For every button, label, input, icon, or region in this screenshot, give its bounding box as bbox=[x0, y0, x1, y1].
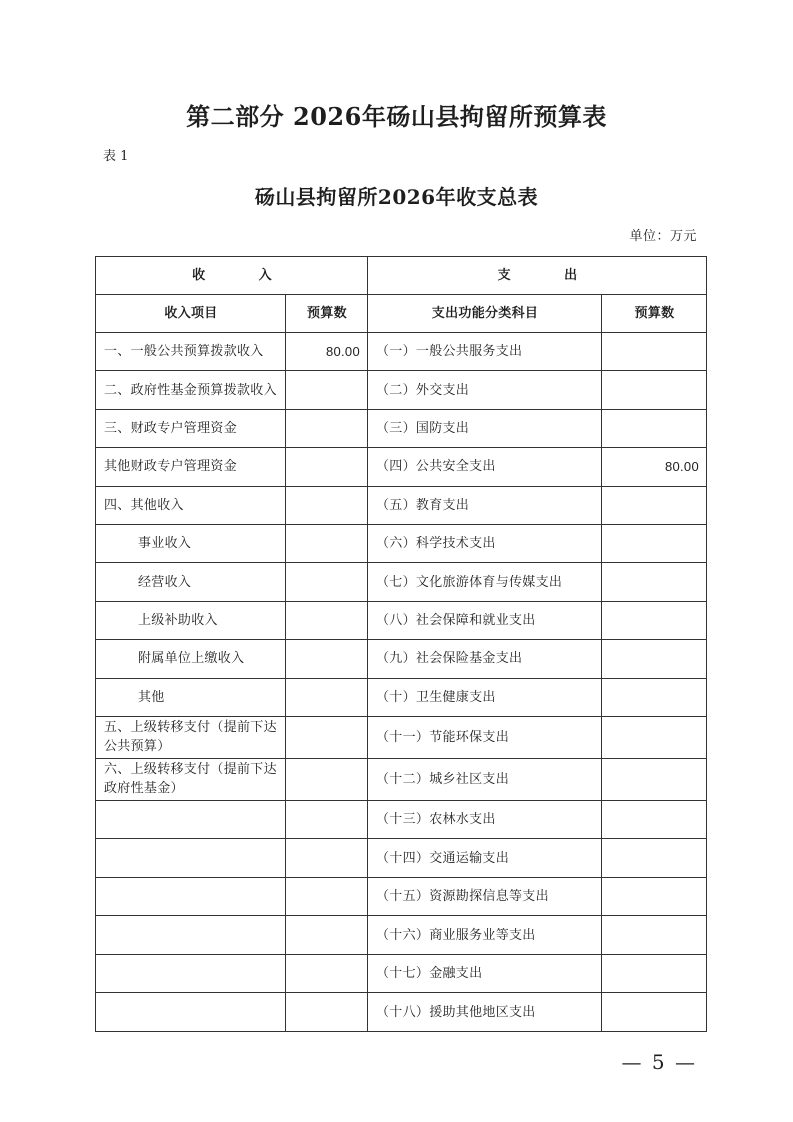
income-amount-cell bbox=[286, 916, 368, 955]
expense-amount-cell bbox=[602, 409, 707, 447]
table-row bbox=[96, 524, 707, 562]
income-item-cell: 三、财政专户管理资金 bbox=[96, 409, 286, 447]
income-item-cell bbox=[96, 954, 286, 993]
table-row bbox=[96, 800, 707, 839]
expense-amount-cell bbox=[602, 563, 707, 601]
expense-item-cell: （十六）商业服务业等支出 bbox=[368, 916, 602, 955]
expense-item-cell: （一）一般公共服务支出 bbox=[368, 333, 602, 371]
table-row bbox=[96, 486, 707, 524]
expense-amount-cell bbox=[602, 333, 707, 371]
table-column-header-row bbox=[96, 295, 707, 333]
expense-amount-cell bbox=[602, 839, 707, 878]
page-title: 第二部分 2026年砀山县拘留所预算表 bbox=[186, 102, 607, 131]
expense-amount-cell bbox=[602, 800, 707, 839]
expense-amount-cell bbox=[602, 640, 707, 678]
income-item-cell bbox=[96, 916, 286, 955]
table-row bbox=[96, 916, 707, 955]
income-amount-cell bbox=[286, 601, 368, 639]
income-item-cell: 一、一般公共预算拨款收入 bbox=[96, 333, 286, 371]
table-row bbox=[96, 409, 707, 447]
table-row bbox=[96, 877, 707, 916]
income-amount-cell bbox=[286, 371, 368, 409]
income-item-cell: 二、政府性基金预算拨款收入 bbox=[96, 371, 286, 409]
table-row bbox=[96, 678, 707, 716]
income-amount-cell bbox=[286, 839, 368, 878]
expense-item-cell: （六）科学技术支出 bbox=[368, 524, 602, 562]
budget-summary-table bbox=[95, 256, 707, 1032]
income-amount-cell bbox=[286, 448, 368, 486]
income-amount-cell bbox=[286, 877, 368, 916]
expense-amount-cell bbox=[602, 716, 707, 758]
expense-amount-cell bbox=[602, 916, 707, 955]
column-header-income-item: 收入项目 bbox=[96, 295, 286, 333]
income-amount-cell bbox=[286, 993, 368, 1032]
income-item-cell: 其他财政专户管理资金 bbox=[96, 448, 286, 486]
table-group-header-row bbox=[96, 257, 707, 295]
income-item-cell: 经营收入 bbox=[96, 563, 286, 601]
income-item-cell: 四、其他收入 bbox=[96, 486, 286, 524]
column-header-income-amount: 预算数 bbox=[286, 295, 368, 333]
expense-item-cell: （八）社会保障和就业支出 bbox=[368, 601, 602, 639]
expense-item-cell: （十一）节能环保支出 bbox=[368, 716, 602, 758]
expense-amount-cell: 80.00 bbox=[602, 448, 707, 486]
income-amount-cell bbox=[286, 678, 368, 716]
expense-amount-cell bbox=[602, 678, 707, 716]
income-amount-cell bbox=[286, 563, 368, 601]
income-amount-cell bbox=[286, 640, 368, 678]
income-amount-cell bbox=[286, 716, 368, 758]
income-amount-cell bbox=[286, 409, 368, 447]
table-row bbox=[96, 716, 707, 758]
income-item-cell: 六、上级转移支付（提前下达政府性基金） bbox=[96, 758, 286, 800]
expense-item-cell: （三）国防支出 bbox=[368, 409, 602, 447]
expense-item-cell: （四）公共安全支出 bbox=[368, 448, 602, 486]
income-item-cell: 五、上级转移支付（提前下达公共预算） bbox=[96, 716, 286, 758]
income-amount-cell bbox=[286, 524, 368, 562]
table-row bbox=[96, 993, 707, 1032]
column-header-expense-amount: 预算数 bbox=[602, 295, 707, 333]
table-title: 砀山县拘留所2026年收支总表 bbox=[254, 185, 539, 209]
expense-amount-cell bbox=[602, 877, 707, 916]
income-amount-cell bbox=[286, 758, 368, 800]
expense-item-cell: （二）外交支出 bbox=[368, 371, 602, 409]
table-row bbox=[96, 839, 707, 878]
expense-amount-cell bbox=[602, 993, 707, 1032]
expense-amount-cell bbox=[602, 758, 707, 800]
expense-amount-cell bbox=[602, 371, 707, 409]
column-header-expense-item: 支出功能分类科目 bbox=[368, 295, 602, 333]
table-label: 表 1 bbox=[103, 149, 129, 164]
table-row bbox=[96, 758, 707, 800]
expense-amount-cell bbox=[602, 601, 707, 639]
expense-item-cell: （十四）交通运输支出 bbox=[368, 839, 602, 878]
income-item-cell: 附属单位上缴收入 bbox=[96, 640, 286, 678]
expense-item-cell: （十二）城乡社区支出 bbox=[368, 758, 602, 800]
table-row bbox=[96, 601, 707, 639]
table-row bbox=[96, 954, 707, 993]
table-row bbox=[96, 640, 707, 678]
income-amount-cell: 80.00 bbox=[286, 333, 368, 371]
expense-item-cell: （十八）援助其他地区支出 bbox=[368, 993, 602, 1032]
table-row bbox=[96, 563, 707, 601]
income-amount-cell bbox=[286, 486, 368, 524]
page-number: — 5 — bbox=[621, 1050, 697, 1074]
expense-amount-cell bbox=[602, 486, 707, 524]
table-row bbox=[96, 448, 707, 486]
table-body bbox=[96, 333, 707, 1032]
income-item-cell bbox=[96, 993, 286, 1032]
income-amount-cell bbox=[286, 800, 368, 839]
expense-item-cell: （十）卫生健康支出 bbox=[368, 678, 602, 716]
expense-item-cell: （十三）农林水支出 bbox=[368, 800, 602, 839]
income-item-cell: 上级补助收入 bbox=[96, 601, 286, 639]
income-item-cell: 事业收入 bbox=[96, 524, 286, 562]
income-item-cell bbox=[96, 800, 286, 839]
table-row bbox=[96, 371, 707, 409]
income-item-cell bbox=[96, 839, 286, 878]
expense-group-header: 支 出 bbox=[368, 257, 707, 295]
income-item-cell bbox=[96, 877, 286, 916]
table-row bbox=[96, 333, 707, 371]
expense-item-cell: （七）文化旅游体育与传媒支出 bbox=[368, 563, 602, 601]
expense-amount-cell bbox=[602, 954, 707, 993]
expense-item-cell: （九）社会保险基金支出 bbox=[368, 640, 602, 678]
income-amount-cell bbox=[286, 954, 368, 993]
unit-label: 单位：万元 bbox=[629, 229, 697, 244]
income-item-cell: 其他 bbox=[96, 678, 286, 716]
expense-item-cell: （十五）资源勘探信息等支出 bbox=[368, 877, 602, 916]
expense-item-cell: （十七）金融支出 bbox=[368, 954, 602, 993]
expense-amount-cell bbox=[602, 524, 707, 562]
income-group-header: 收 入 bbox=[96, 257, 368, 295]
expense-item-cell: （五）教育支出 bbox=[368, 486, 602, 524]
